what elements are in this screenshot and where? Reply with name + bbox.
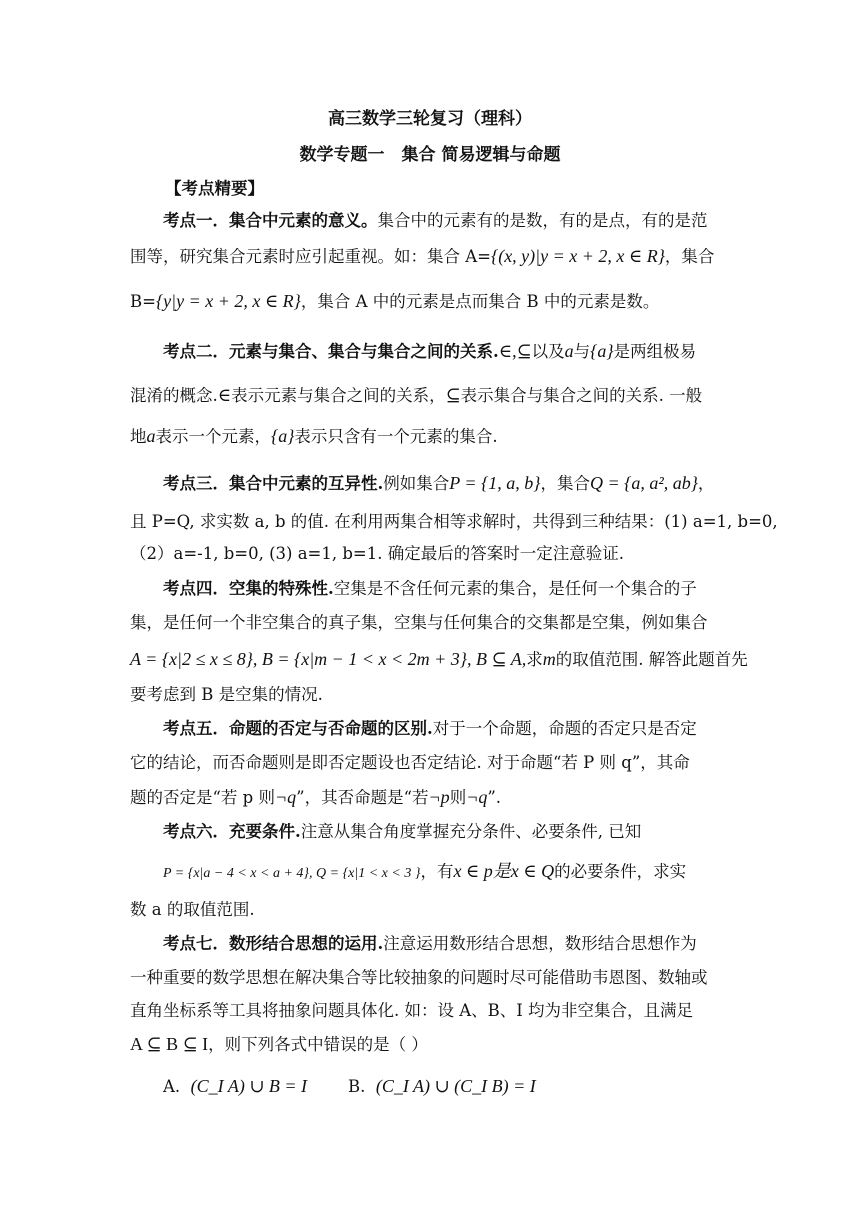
point-1-line-2 xyxy=(130,245,714,268)
point-4-label: 考点四．空集的特殊性. xyxy=(163,579,334,598)
point-6-line-1 xyxy=(163,821,641,843)
formula-not-q: ¬q xyxy=(466,787,488,807)
formula-subseteq: ⊆ xyxy=(445,385,461,405)
formula-m: m xyxy=(542,649,556,669)
point-3-line-3: （2）a=-1, b=0, (3) a=1, b=1. 确定最后的答案时一定注意验证. xyxy=(130,544,624,563)
option-a-formula: (C_I A) ∪ B = I xyxy=(190,1076,308,1096)
point-5-line-3 xyxy=(130,786,501,809)
point-5-label: 考点五．命题的否定与否命题的区别. xyxy=(163,719,433,738)
point-3-line-2: 且 P=Q, 求实数 a, b 的值. 在利用两集合相等求解时，共得到三种结果：(1) a=1, b=0, xyxy=(130,512,778,531)
option-b-formula: (C_I A) ∪ (C_I B) = I xyxy=(375,1076,536,1096)
formula-not-p: ¬p xyxy=(428,787,450,807)
text: ，则下列各式中错误的是（ ） xyxy=(208,1035,428,1054)
text: 地 xyxy=(130,427,147,446)
point-1-line-1 xyxy=(163,210,708,232)
text: 对于一个命题，命题的否定只是否定 xyxy=(432,719,697,738)
document-subtitle: 数学专题一 集合 简易逻辑与命题 xyxy=(299,145,561,165)
formula-set-p: P = {1, a, b} xyxy=(449,473,541,493)
point-6-line-2 xyxy=(163,860,686,885)
point-1-line-3 xyxy=(130,290,659,313)
point-1-label: 考点一．集合中元素的意义。 xyxy=(163,211,378,230)
point-4-line-2: 集，是任何一个非空集合的真子集，空集与任何集合的交集都是空集，例如集合 xyxy=(130,613,708,632)
section-heading: 【考点精要】 xyxy=(165,179,264,198)
point-5-line-2: 它的结论，而否命题则是即否定题设也否定结论. 对于命题“若 P 则 q”，其命 xyxy=(130,753,690,772)
text: 例如集合 xyxy=(383,474,450,493)
option-a xyxy=(163,1075,307,1098)
formula-set-b: {y|y = x + 2, x ∈ R} xyxy=(155,291,301,311)
point-2-line-1 xyxy=(163,340,696,363)
point-1-text: 集合中的元素有的是数，有的是点，有的是范 xyxy=(377,211,708,230)
text: B= xyxy=(130,292,156,311)
formula-a: a xyxy=(146,426,156,446)
point-7-line-3: 直角坐标系等工具将抽象问题具体化. 如：设 A、B、I 均为非空集合，且满足 xyxy=(130,1001,694,1020)
text: ，有 xyxy=(420,862,454,881)
point-3-label: 考点三．集合中元素的互异性. xyxy=(163,474,384,493)
point-2-label: 考点二．元素与集合、集合与集合之间的关系. xyxy=(163,342,499,361)
formula-sets-ab: A = {x|2 ≤ x ≤ 8}, B = {x|m − 1 < x < 2m + 3}, B ⊆ A, xyxy=(130,649,527,669)
point-7-line-4 xyxy=(130,1033,428,1056)
text: 注意运用数形结合思想，数形结合思想作为 xyxy=(383,934,697,953)
text: 注意从集合角度掌握充分条件、必要条件, 已知 xyxy=(300,822,642,841)
text: ，集合 xyxy=(540,474,590,493)
text: 空集是不含任何元素的集合，是任何一个集合的子 xyxy=(333,579,697,598)
text: ”，其否命题是“若 xyxy=(296,788,429,807)
formula-in: ∈ xyxy=(217,385,232,405)
text: ，集合 A 中的元素是点而集合 B 中的元素是数。 xyxy=(300,292,660,311)
formula-symbols: ∈,⊆ xyxy=(498,341,532,361)
formula-not-q: ¬q xyxy=(275,787,297,807)
text: ， xyxy=(697,474,715,493)
text: ，集合 xyxy=(664,247,715,266)
formula-set-a: {(x, y)|y = x + 2, x ∈ R} xyxy=(491,246,665,266)
formula-set: {a} xyxy=(590,341,614,361)
text: 求 xyxy=(526,650,543,669)
text: 的必要条件，求实 xyxy=(554,862,687,881)
option-b xyxy=(348,1075,536,1098)
text: 表示元素与集合之间的关系， xyxy=(231,386,446,405)
formula-condition: x ∈ p是x ∈ Q xyxy=(453,861,555,881)
text: 与 xyxy=(573,342,591,361)
option-a-label: A. xyxy=(163,1077,181,1096)
text: 题的否定是“若 p 则 xyxy=(130,788,275,807)
formula-subset-chain: A ⊆ B ⊆ I xyxy=(130,1034,209,1054)
point-4-line-1 xyxy=(163,578,697,600)
text: 则 xyxy=(449,788,467,807)
document-title: 高三数学三轮复习（理科） xyxy=(328,109,532,129)
formula-set: {a} xyxy=(271,426,295,446)
point-7-label: 考点七．数形结合思想的运用. xyxy=(163,934,384,953)
point-6-label: 考点六．充要条件. xyxy=(163,822,301,841)
text: 以及 xyxy=(531,342,565,361)
text: 表示一个元素， xyxy=(155,427,271,446)
point-4-line-3 xyxy=(130,648,748,671)
point-2-line-2 xyxy=(130,384,702,407)
point-3-line-1 xyxy=(163,472,714,495)
point-4-line-4: 要考虑到 B 是空集的情况. xyxy=(130,685,323,704)
formula-sets-pq: P = {x|a − 4 < x < a + 4}, Q = {x|1 < x < 3 } xyxy=(163,866,421,881)
option-b-label: B. xyxy=(348,1077,366,1096)
text: 围等，研究集合元素时应引起重视。如：集合 A= xyxy=(130,247,491,266)
text: 是两组极易 xyxy=(613,342,697,361)
formula-a: a xyxy=(564,341,574,361)
formula-set-q: Q = {a, a², ab} xyxy=(589,473,698,493)
point-5-line-1 xyxy=(163,718,697,740)
text: ”. xyxy=(487,788,502,807)
point-7-line-2: 一种重要的数学思想在解决集合等比较抽象的问题时尽可能借助韦恩图、数轴或 xyxy=(130,968,708,987)
point-7-line-1 xyxy=(163,933,697,955)
point-2-line-3 xyxy=(130,425,498,448)
text: 表示集合与集合之间的关系. 一般 xyxy=(460,386,703,405)
text: 混淆的概念. xyxy=(130,386,218,405)
text: 的取值范围. 解答此题首先 xyxy=(555,650,748,669)
point-6-line-3: 数 a 的取值范围. xyxy=(130,900,255,919)
text: 表示只含有一个元素的集合. xyxy=(294,427,498,446)
